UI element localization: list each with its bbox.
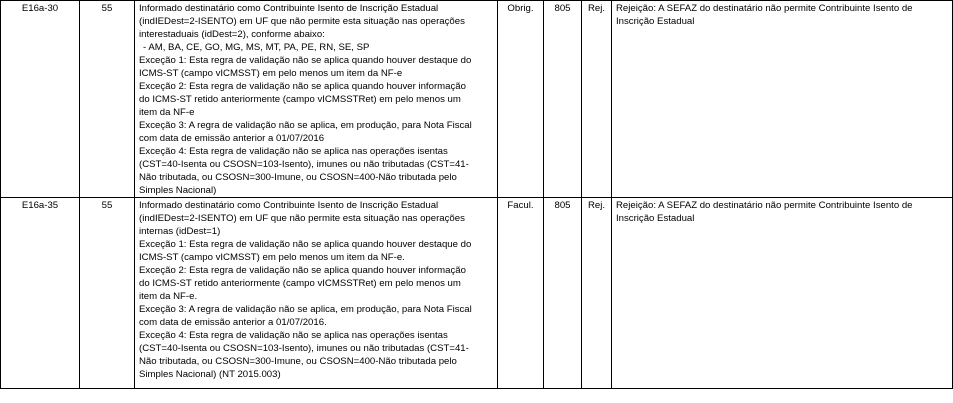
description-line: do ICMS-ST retido anteriormente (campo vICMSSTRet) em pelo menos um <box>139 94 461 105</box>
description-line: (indIEDest=2-ISENTO) em UF que não permite esta situação nas operações <box>139 16 465 27</box>
description-line: (CST=40-Isenta ou CSOSN=103-Isento), imunes ou não tributadas (CST=41- <box>139 343 469 354</box>
description-line: Informado destinatário como Contribuinte Isento de Inscrição Estadual <box>139 3 439 14</box>
field-cell: 55 <box>80 1 135 198</box>
message-line: Rejeição: A SEFAZ do destinatário não permite Contribuinte Isento de <box>616 3 913 14</box>
description-line: Simples Nacional) (NT 2015.003) <box>139 369 281 380</box>
description-line: Não tributada, ou CSOSN=300-Imune, ou CSOSN=400-Não tributada pelo <box>139 172 457 183</box>
rule-type-cell: Obrig. <box>498 1 544 198</box>
field-cell: 55 <box>80 198 135 389</box>
description-line: Exceção 3: A regra de validação não se aplica, em produção, para Nota Fiscal <box>139 304 472 315</box>
description-line: Informado destinatário como Contribuinte Isento de Inscrição Estadual <box>139 200 439 211</box>
table-row <box>1 198 953 389</box>
description-line: ICMS-ST (campo vICMSST) em pelo menos um item da NF-e. <box>139 252 405 263</box>
description-line: do ICMS-ST retido anteriormente (campo vICMSSTRet) em pelo menos um <box>139 278 461 289</box>
description-line: - AM, BA, CE, GO, MG, MS, MT, PA, PE, RN, SE, SP <box>143 42 370 53</box>
description-line: (indIEDest=2-ISENTO) em UF que não permite esta situação nas operações <box>139 213 465 224</box>
description-line: interestaduais (idDest=2), conforme abaixo: <box>139 29 325 40</box>
effect-cell: Rej. <box>582 198 612 389</box>
description-line: ICMS-ST (campo vICMSST) em pelo menos um item da NF-e <box>139 68 403 79</box>
description-line: internas (idDest=1) <box>139 226 221 237</box>
description-line: Não tributada, ou CSOSN=300-Imune, ou CSOSN=400-Não tributada pelo <box>139 356 457 367</box>
description-line: Exceção 2: Esta regra de validação não se aplica quando houver informação <box>139 81 466 92</box>
message-cell <box>612 198 953 389</box>
message-line: Inscrição Estadual <box>616 213 695 224</box>
description-line: item da NF-e. <box>139 291 198 302</box>
description-line: Exceção 4: Esta regra de validação não se aplica nas operações isentas <box>139 330 448 341</box>
rule-type-cell: Facul. <box>498 198 544 389</box>
description-line: Simples Nacional) <box>139 185 217 196</box>
rule-description-cell <box>135 1 498 198</box>
description-line: com data de emissão anterior a 01/07/2016 <box>139 133 325 144</box>
description-line: Exceção 2: Esta regra de validação não se aplica quando houver informação <box>139 265 466 276</box>
description-line: (CST=40-Isenta ou CSOSN=103-Isento), imunes ou não tributadas (CST=41- <box>139 159 469 170</box>
message-cell <box>612 1 953 198</box>
description-line: Exceção 1: Esta regra de validação não se aplica quando houver destaque do <box>139 55 472 66</box>
description-line: Exceção 4: Esta regra de validação não se aplica nas operações isentas <box>139 146 448 157</box>
rule-description-cell <box>135 198 498 389</box>
description-line: Exceção 3: A regra de validação não se aplica, em produção, para Nota Fiscal <box>139 120 472 131</box>
rule-code-cell: E16a-30 <box>1 1 80 198</box>
rejection-code-cell: 805 <box>544 198 582 389</box>
description-line: Exceção 1: Esta regra de validação não se aplica quando houver destaque do <box>139 239 472 250</box>
description-line: com data de emissão anterior a 01/07/2016. <box>139 317 327 328</box>
rule-code-cell: E16a-35 <box>1 198 80 389</box>
effect-cell: Rej. <box>582 1 612 198</box>
description-line: item da NF-e <box>139 107 195 118</box>
message-line: Rejeição: A SEFAZ do destinatário não permite Contribuinte Isento de <box>616 200 913 211</box>
rejection-code-cell: 805 <box>544 1 582 198</box>
table-row <box>1 1 953 198</box>
message-line: Inscrição Estadual <box>616 16 695 27</box>
